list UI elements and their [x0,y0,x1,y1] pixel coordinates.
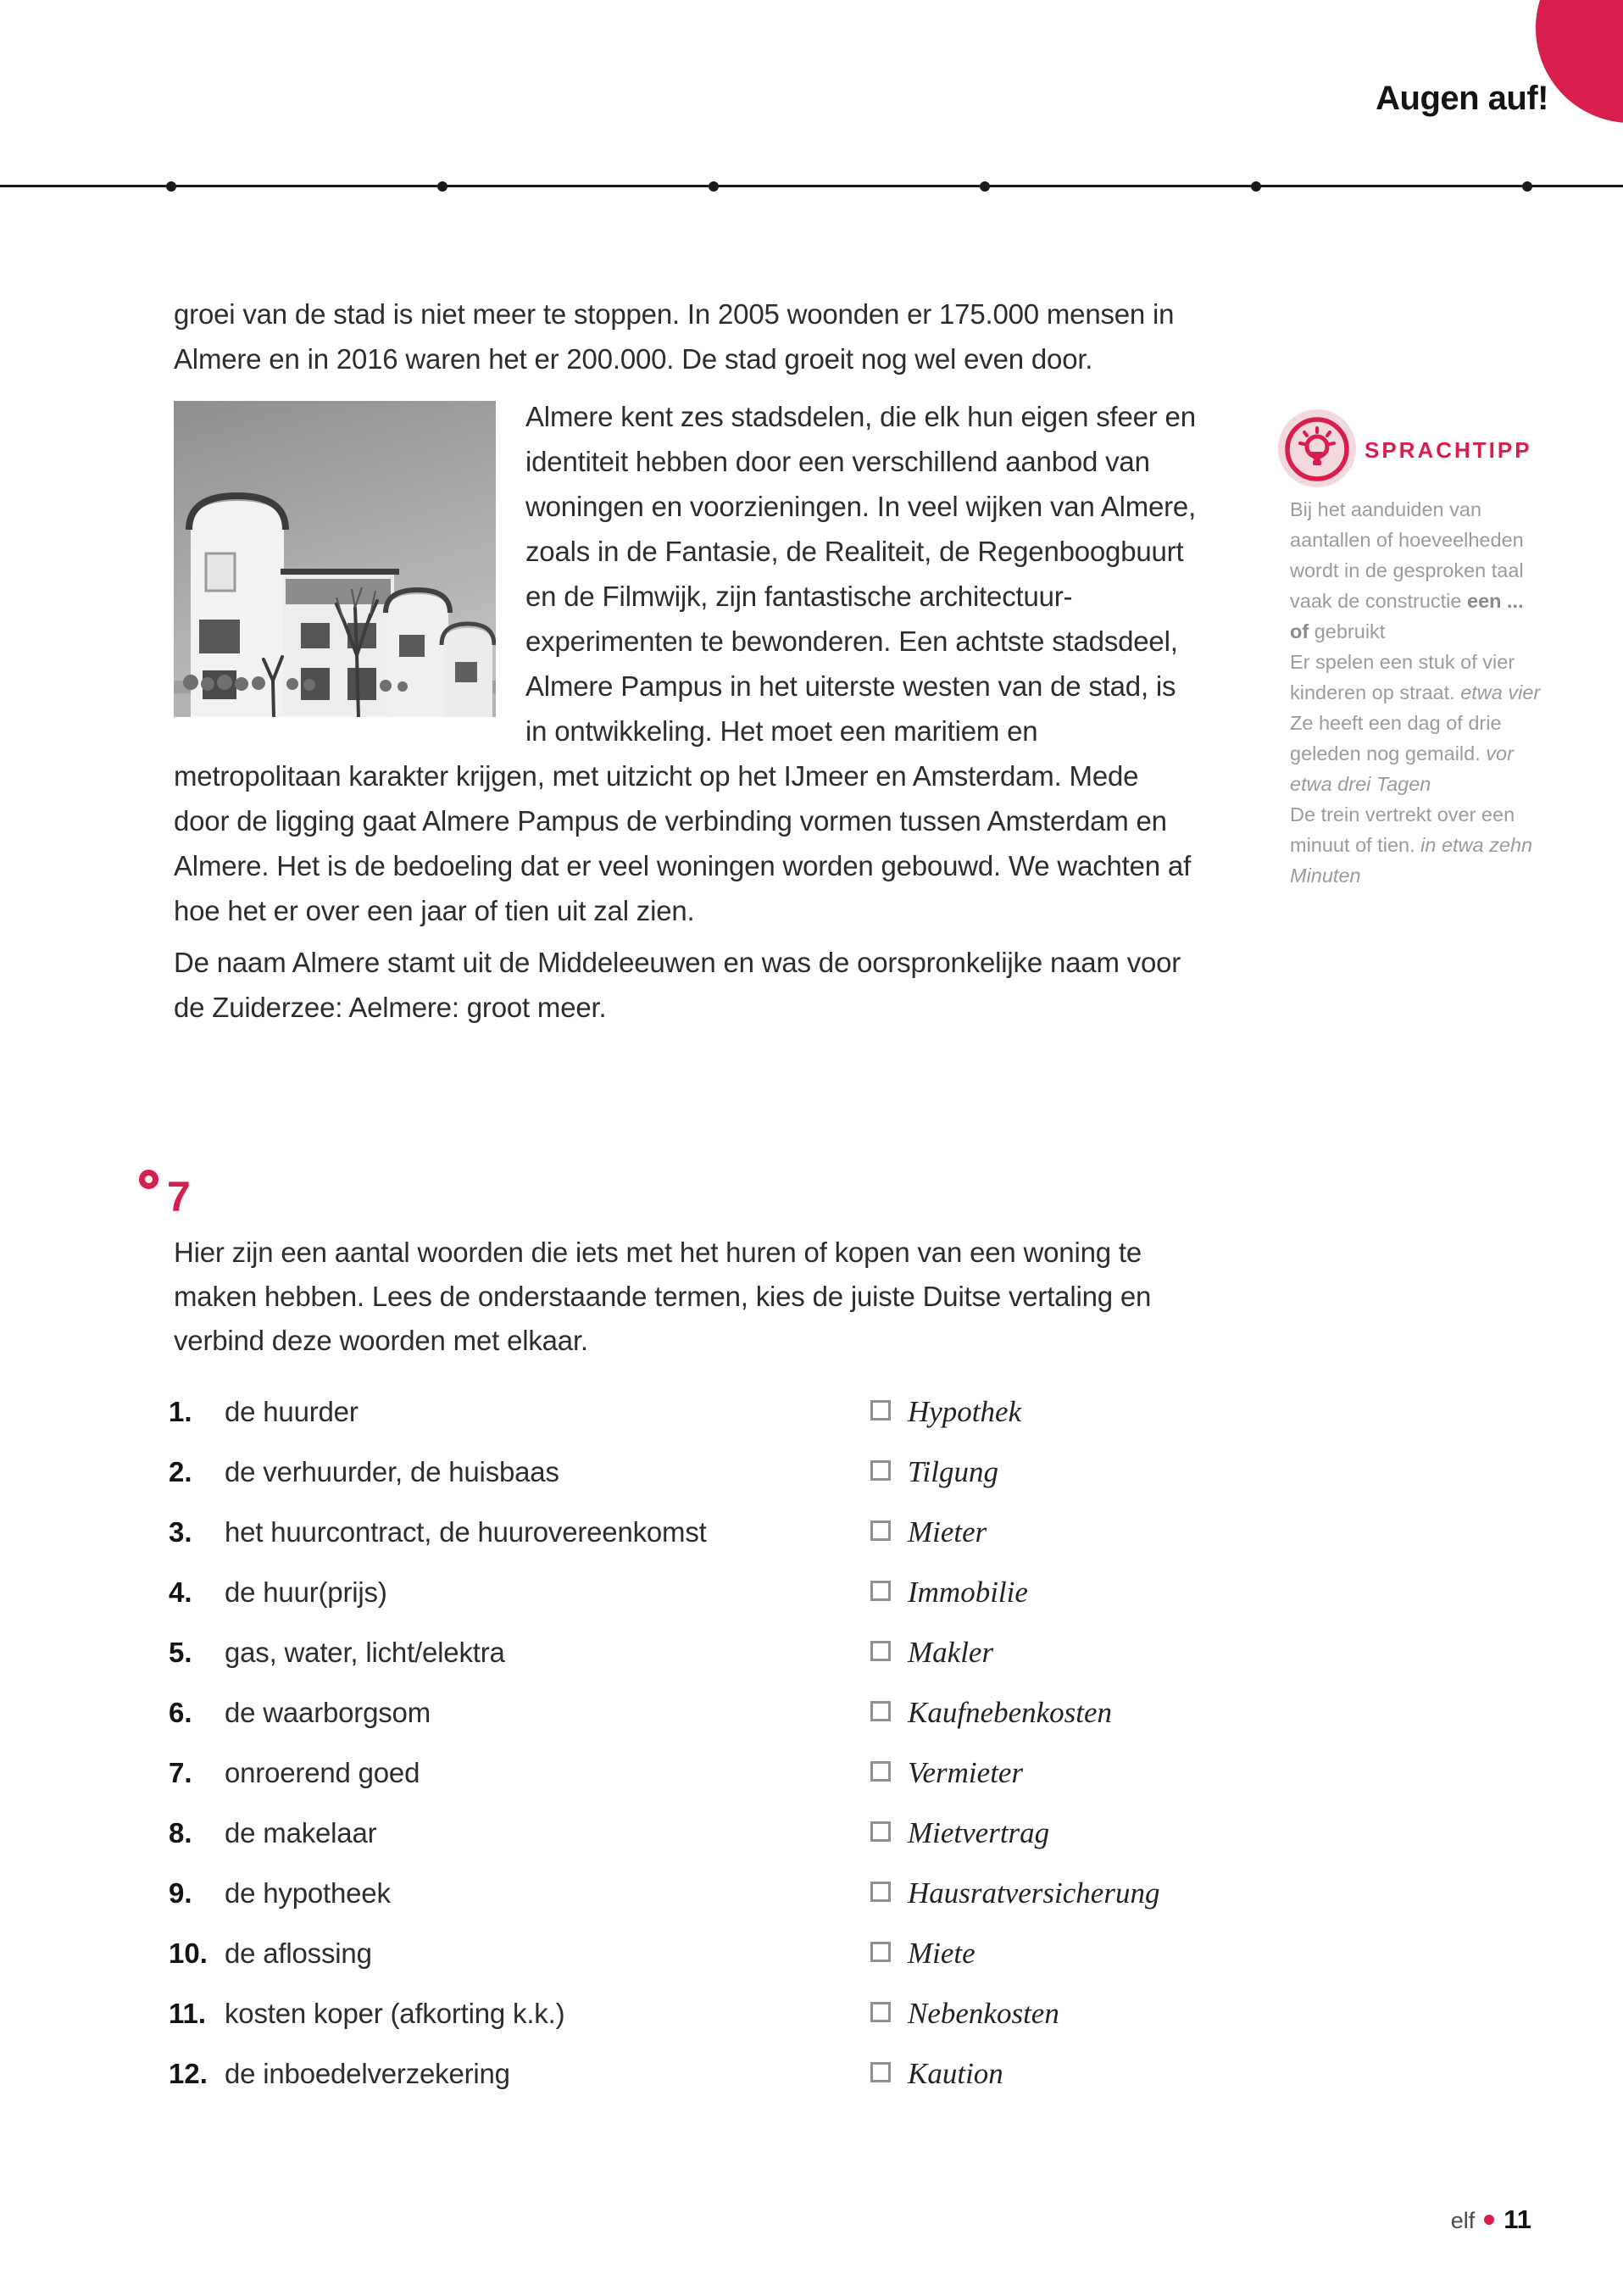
match-row-11 [169,1983,1564,2043]
match-row-1 [169,1381,1564,1442]
article-paragraph-2 [174,394,1201,933]
sprachtipp-example: De trein vertrekt over een minuut of tien. in etwa zehn Minuten [1290,803,1533,887]
item-number: 4. [169,1576,192,1608]
german-term: Makler [908,1636,994,1669]
answer-checkbox[interactable] [870,1520,891,1541]
answer-checkbox[interactable] [870,1460,891,1481]
footer-dot [1484,2215,1494,2225]
matching-exercise-list [169,1381,1564,2104]
item-number: 12. [169,2058,208,2089]
answer-checkbox[interactable] [870,2002,891,2022]
dutch-term: de makelaar [225,1817,377,1848]
article-almere [174,292,1201,1030]
corner-accent-circle [1536,0,1623,123]
dutch-term: de huur(prijs) [225,1576,387,1608]
match-row-10 [169,1923,1564,1983]
answer-checkbox[interactable] [870,1400,891,1420]
match-row-3 [169,1502,1564,1562]
match-row-12 [169,2043,1564,2104]
match-row-5 [169,1622,1564,1682]
dutch-term: de waarborgsom [225,1697,431,1728]
sprachtipp-rule: Bij het aanduiden van aantallen of hoeveelheden wordt in de gesproken taal vaak de constructie een ... of gebruikt [1290,498,1524,642]
item-number: 1. [169,1396,192,1427]
item-number: 10. [169,1937,208,1969]
rule-dot [437,181,447,192]
match-row-7 [169,1743,1564,1803]
dutch-term: de aflossing [225,1937,372,1969]
sprachtipp-label: SPRACHTIPP [1365,437,1532,463]
dutch-term: de verhuurder, de huisbaas [225,1456,559,1487]
dutch-term: de hypotheek [225,1877,391,1909]
item-number: 9. [169,1877,192,1909]
dutch-term: de huurder [225,1396,359,1427]
german-term: Kaution [908,2057,1003,2090]
dutch-term: onroerend goed [225,1757,420,1788]
page-number-word: elf [1450,2208,1476,2233]
match-row-2 [169,1442,1564,1502]
rule-dot [1251,181,1261,192]
answer-checkbox[interactable] [870,1821,891,1842]
page-number: 11 [1503,2204,1531,2234]
item-number: 5. [169,1637,192,1668]
dutch-term: gas, water, licht/elektra [225,1637,505,1668]
photo-almere-buildings [174,401,496,717]
german-gloss: in etwa zehn Minuten [1290,834,1533,887]
sprachtipp-body [1290,494,1544,891]
answer-checkbox[interactable] [870,1641,891,1661]
german-term: Tilgung [908,1455,998,1488]
rule-dot [1522,181,1532,192]
answer-checkbox[interactable] [870,1942,891,1962]
article-paragraph-2-text: Almere kent zes stadsdelen, die elk hun eigen sfeer en identiteit hebben door een verschillend aanbod van woningen en voorzieningen. In veel wijken van Almere, zoals in de Fantasie, de Realiteit, de Regenboogbuurt en de Filmwijk, zijn fantastische architectuur-experimenten te bewonderen. Een achtste stadsdeel, Almere Pampus in het uiterste westen van de stad, is in ontwikkeling. Het moet een maritiem en metropolitaan karakter krijgen, met uitzicht op het IJmeer en Amsterdam. Mede door de ligging gaat Almere Pampus de verbinding vormen tussen Amsterdam en Almere. Het is de bedoeling dat er veel woningen worden gebouwd. We wachten af hoe het er over een jaar of tien uit zal zien. [174,401,1197,926]
page-footer [1451,2204,1531,2235]
answer-checkbox[interactable] [870,1701,891,1721]
construction-highlight: een ... of [1290,590,1524,642]
german-term: Kaufnebenkosten [908,1696,1113,1729]
match-row-4 [169,1562,1564,1622]
dutch-term: het huurcontract, de huurovereenkomst [225,1516,707,1548]
answer-checkbox[interactable] [870,1581,891,1601]
german-term: Immobilie [908,1576,1028,1609]
exercise-marker-ring [139,1170,158,1189]
german-term: Hausratversicherung [908,1876,1160,1910]
rule-dot [709,181,719,192]
dutch-term: de inboedelverzekering [225,2058,510,2089]
german-term: Vermieter [908,1756,1024,1789]
match-row-8 [169,1803,1564,1863]
item-number: 6. [169,1697,192,1728]
lightbulb-icon [1278,409,1356,487]
answer-checkbox[interactable] [870,1761,891,1782]
german-term: Hypothek [908,1395,1022,1428]
page-title: Augen auf! [1376,80,1548,117]
german-gloss: etwa vier [1460,681,1541,703]
header-rule [0,185,1623,187]
match-row-9 [169,1863,1564,1923]
article-paragraph-1: groei van de stad is niet meer te stoppen. In 2005 woonden er 175.000 mensen in Almere en in 2016 waren het er 200.000. De stad groeit nog wel even door. [174,298,1175,375]
exercise-intro: Hier zijn een aantal woorden die iets met het huren of kopen van een woning te maken hebben. Lees de onderstaande termen, kies de juiste Duitse vertaling en verbind deze woorden met elkaar. [174,1237,1152,1356]
rule-dot [980,181,990,192]
german-term: Mieter [908,1515,987,1548]
german-term: Miete [908,1937,975,1970]
exercise-number: 7 [167,1173,191,1220]
german-term: Nebenkosten [908,1997,1059,2030]
item-number: 3. [169,1516,192,1548]
german-term: Mietvertrag [908,1816,1050,1849]
dutch-term: kosten koper (afkorting k.k.) [225,1998,565,2029]
german-gloss: vor etwa drei Tagen [1290,742,1514,795]
match-row-6 [169,1682,1564,1743]
sprachtipp-example: Ze heeft een dag of drie geleden nog gemaild. vor etwa drei Tagen [1290,712,1514,795]
answer-checkbox[interactable] [870,2062,891,2082]
item-number: 2. [169,1456,192,1487]
answer-checkbox[interactable] [870,1882,891,1902]
item-number: 11. [169,1998,207,2029]
article-paragraph-3: De naam Almere stamt uit de Middeleeuwen en was de oorspronkelijke naam voor de Zuiderzee: Aelmere: groot meer. [174,947,1181,1023]
item-number: 8. [169,1817,192,1848]
rule-dot [166,181,176,192]
sprachtipp-example: Er spelen een stuk of vier kinderen op straat. etwa vier [1290,651,1541,703]
item-number: 7. [169,1757,192,1788]
